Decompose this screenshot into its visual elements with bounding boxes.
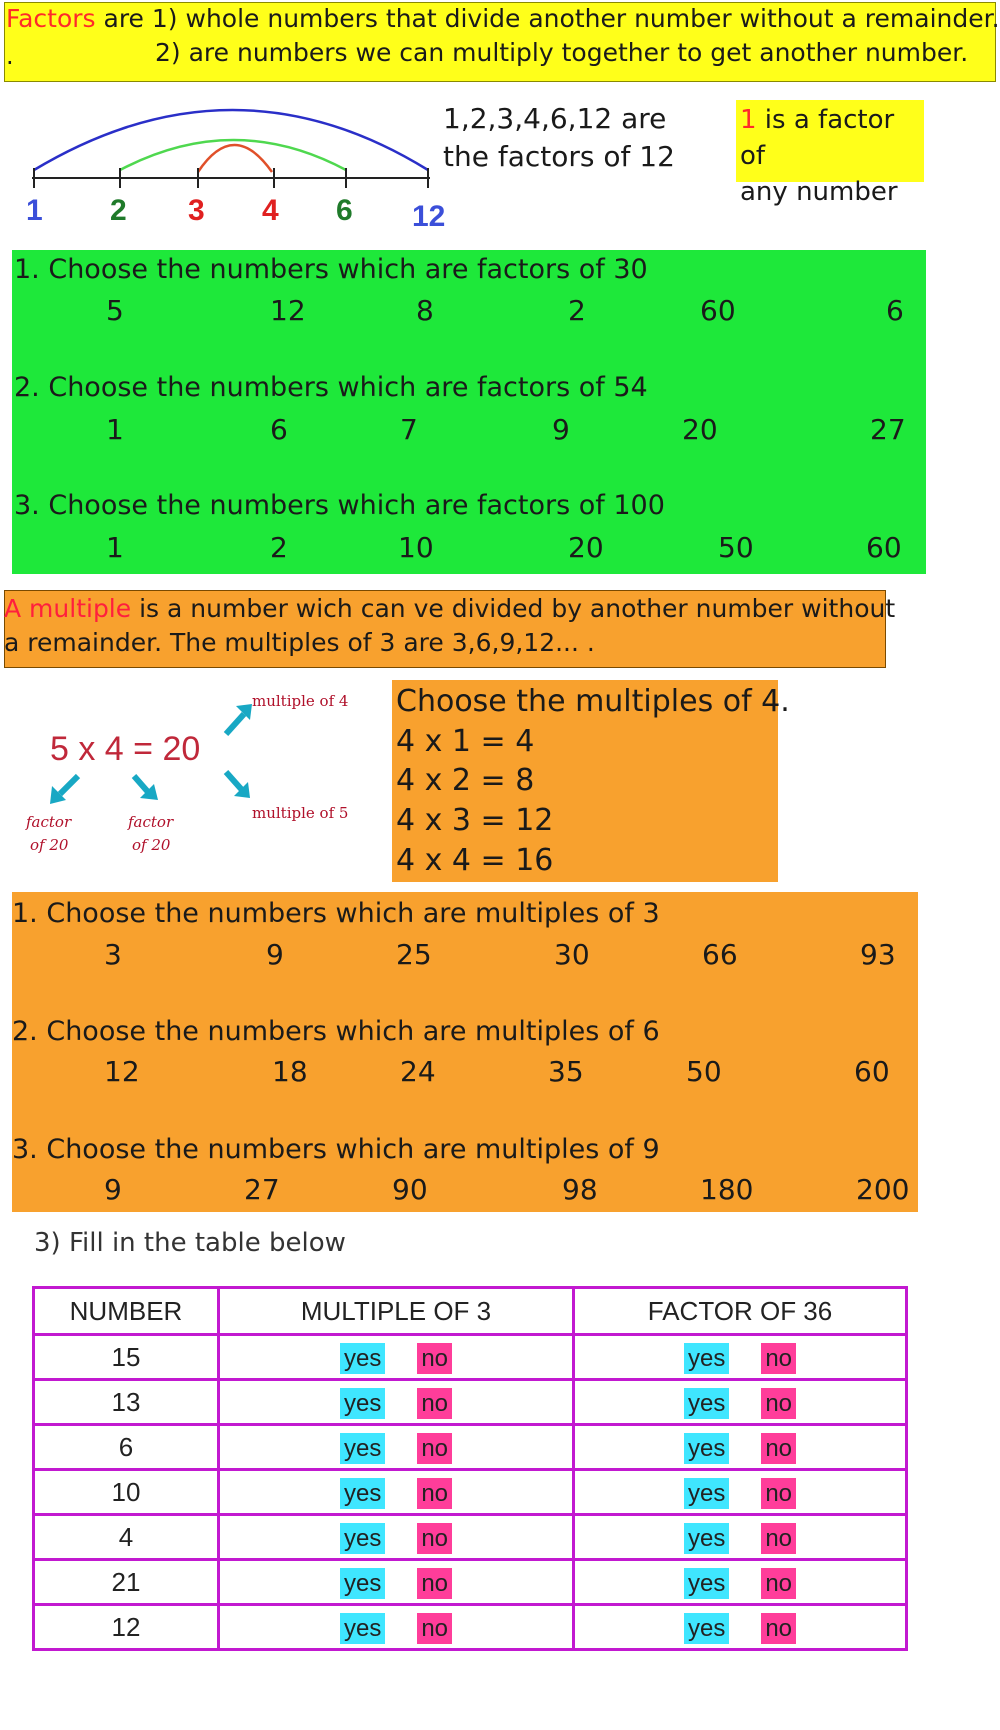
multiple-question-2-title: 2. Choose the numbers which are multiples of 6 (12, 1016, 660, 1047)
multiple-choice-cell (219, 1335, 574, 1380)
factors-definition-line1 (6, 4, 1000, 33)
table-row (34, 1425, 907, 1470)
yes-option[interactable]: yes (684, 1388, 729, 1419)
factor-q1-option[interactable]: 6 (886, 294, 904, 327)
label-1: 1 (26, 194, 43, 227)
no-option[interactable]: no (761, 1523, 796, 1554)
yes-option[interactable]: yes (340, 1433, 385, 1464)
multiples-of-4-eq: 4 x 4 = 16 (396, 843, 554, 878)
multiple-q1-option[interactable]: 9 (266, 938, 284, 971)
factor-q2-option[interactable]: 20 (682, 413, 718, 446)
multiple-question-3-title: 3. Choose the numbers which are multiples of 9 (12, 1134, 660, 1165)
yes-option[interactable]: yes (684, 1478, 729, 1509)
multiple-q1-option[interactable]: 30 (554, 938, 590, 971)
factor-q3-option[interactable]: 20 (568, 531, 604, 564)
factor-choice-cell (574, 1560, 907, 1605)
multiple-q1-option[interactable]: 3 (104, 938, 122, 971)
yes-option[interactable]: yes (684, 1433, 729, 1464)
no-option[interactable]: no (761, 1568, 796, 1599)
factor-q3-option[interactable]: 50 (718, 531, 754, 564)
multiple-question-1-title: 1. Choose the numbers which are multiples of 3 (12, 898, 660, 929)
factor-choice-cell (574, 1470, 907, 1515)
yes-option[interactable]: yes (684, 1568, 729, 1599)
diagram-multiple-of-4: multiple of 4 (252, 692, 349, 710)
multiple-q3-option[interactable]: 9 (104, 1173, 122, 1206)
label-3: 3 (188, 194, 205, 227)
factor-q1-option[interactable]: 5 (106, 294, 124, 327)
no-option[interactable]: no (417, 1613, 452, 1644)
no-option[interactable]: no (417, 1568, 452, 1599)
label-4: 4 (262, 194, 279, 227)
multiples-of-4-eq: 4 x 3 = 12 (396, 803, 554, 838)
table-row (34, 1515, 907, 1560)
multiple-q2-option[interactable]: 60 (854, 1055, 890, 1088)
factor-q3-option[interactable]: 2 (270, 531, 288, 564)
multiple-choice-cell (219, 1425, 574, 1470)
yes-option[interactable]: yes (340, 1613, 385, 1644)
factor-q3-option[interactable]: 1 (106, 531, 124, 564)
diagram-multiple-of-5: multiple of 5 (252, 804, 349, 822)
no-option[interactable]: no (761, 1433, 796, 1464)
note-rest: is a factor of (740, 105, 895, 171)
row-number: 21 (34, 1560, 219, 1605)
factor-choice-cell (574, 1605, 907, 1650)
multiple-q2-option[interactable]: 50 (686, 1055, 722, 1088)
factor-choice-cell (574, 1425, 907, 1470)
diagram-factor-right-1: factor (128, 813, 174, 831)
note-one: 1 (740, 105, 757, 135)
factor-choice-cell (574, 1515, 907, 1560)
multiple-q3-option[interactable]: 98 (562, 1173, 598, 1206)
header-factor-of-36: FACTOR OF 36 (574, 1288, 907, 1335)
multiple-choice-cell (219, 1470, 574, 1515)
factor-q2-option[interactable]: 27 (870, 413, 906, 446)
multiple-q2-option[interactable]: 24 (400, 1055, 436, 1088)
diagram-factor-left-1: factor (26, 813, 72, 831)
number-line-diagram (20, 90, 446, 240)
header-multiple-of-3: MULTIPLE OF 3 (219, 1288, 574, 1335)
no-option[interactable]: no (417, 1523, 452, 1554)
multiple-q2-option[interactable]: 35 (548, 1055, 584, 1088)
factor-q2-option[interactable]: 1 (106, 413, 124, 446)
label-6: 6 (336, 194, 353, 227)
yes-option[interactable]: yes (340, 1568, 385, 1599)
factor-choice-cell (574, 1380, 907, 1425)
factor-multiple-diagram (20, 682, 380, 862)
multiple-q3-option[interactable]: 180 (700, 1173, 754, 1206)
diagram-equation: 5 x 4 = 20 (50, 730, 201, 768)
no-option[interactable]: no (761, 1613, 796, 1644)
multiple-q2-option[interactable]: 18 (272, 1055, 308, 1088)
factor-q1-option[interactable]: 2 (568, 294, 586, 327)
multiple-word: A multiple (4, 594, 132, 623)
yes-option[interactable]: yes (684, 1343, 729, 1374)
table-row (34, 1560, 907, 1605)
arc-3-4 (198, 145, 272, 172)
factors-definition-line2: 2) are numbers we can multiply together to get another number. (155, 38, 969, 67)
yes-option[interactable]: yes (340, 1388, 385, 1419)
multiple-q1-option[interactable]: 25 (396, 938, 432, 971)
factor-q3-option[interactable]: 10 (398, 531, 434, 564)
no-option[interactable]: no (417, 1343, 452, 1374)
multiple-choice-cell (219, 1515, 574, 1560)
multiple-q1-option[interactable]: 66 (702, 938, 738, 971)
factor-q2-option[interactable]: 7 (400, 413, 418, 446)
yes-option[interactable]: yes (340, 1478, 385, 1509)
multiple-choice-cell (219, 1605, 574, 1650)
factor-question-2-title: 2. Choose the numbers which are factors of 54 (14, 372, 648, 403)
no-option[interactable]: no (417, 1478, 452, 1509)
label-12: 12 (412, 200, 446, 233)
multiple-choice-cell (219, 1380, 574, 1425)
multiple-q1-option[interactable]: 93 (860, 938, 896, 971)
factor-questions-panel (12, 250, 926, 574)
table-row (34, 1380, 907, 1425)
factor-q1-option[interactable]: 60 (700, 294, 736, 327)
factor-q1-option[interactable]: 12 (270, 294, 306, 327)
multiple-choice-cell (219, 1560, 574, 1605)
factors-def-text1: are 1) whole numbers that divide another number without a remainder. (95, 4, 1000, 33)
no-option[interactable]: no (417, 1388, 452, 1419)
fill-in-table (32, 1286, 908, 1651)
multiple-definition-line1 (4, 594, 895, 623)
multiple-q3-option[interactable]: 200 (856, 1173, 910, 1206)
yes-option[interactable]: yes (684, 1613, 729, 1644)
factors-of-12-line2: the factors of 12 (443, 140, 675, 173)
factor-choice-cell (574, 1335, 907, 1380)
row-number: 10 (34, 1470, 219, 1515)
definition-dot: . (6, 42, 14, 70)
no-option[interactable]: no (417, 1433, 452, 1464)
multiples-of-4-eq: 4 x 1 = 4 (396, 724, 535, 759)
table-row (34, 1470, 907, 1515)
yes-option[interactable]: yes (340, 1523, 385, 1554)
multiple-q3-option[interactable]: 90 (392, 1173, 428, 1206)
row-number: 15 (34, 1335, 219, 1380)
no-option[interactable]: no (761, 1343, 796, 1374)
note-line2: any number (740, 177, 898, 207)
row-number: 6 (34, 1425, 219, 1470)
diagram-factor-right-2: of 20 (132, 836, 171, 854)
factor-q2-option[interactable]: 6 (270, 413, 288, 446)
factors-word: Factors (6, 4, 96, 33)
header-number: NUMBER (34, 1288, 219, 1335)
yes-option[interactable]: yes (340, 1343, 385, 1374)
label-2: 2 (110, 194, 127, 227)
factor-q2-option[interactable]: 9 (552, 413, 570, 446)
table-row (34, 1605, 907, 1650)
table-title: 3) Fill in the table below (34, 1228, 346, 1258)
multiple-definition-line2: a remainder. The multiples of 3 are 3,6,9,12... . (4, 628, 595, 657)
multiple-def-text1: is a number wich can ve divided by another number without (131, 594, 896, 623)
factors-of-12-text (443, 100, 675, 176)
multiples-of-4-eq: 4 x 2 = 8 (396, 763, 535, 798)
factor-question-1-title: 1. Choose the numbers which are factors of 30 (14, 254, 648, 285)
no-option[interactable]: no (761, 1388, 796, 1419)
yes-option[interactable]: yes (684, 1523, 729, 1554)
factors-of-12-line1: 1,2,3,4,6,12 are (443, 102, 667, 135)
row-number: 12 (34, 1605, 219, 1650)
factor-q1-option[interactable]: 8 (416, 294, 434, 327)
factor-q3-option[interactable]: 60 (866, 531, 902, 564)
table-header-row (34, 1288, 907, 1335)
row-number: 4 (34, 1515, 219, 1560)
factor-question-3-title: 3. Choose the numbers which are factors of 100 (14, 490, 665, 521)
table-row (34, 1335, 907, 1380)
diagram-factor-left-2: of 20 (30, 836, 69, 854)
multiple-q3-option[interactable]: 27 (244, 1173, 280, 1206)
factor-note-box (736, 100, 924, 207)
row-number: 13 (34, 1380, 219, 1425)
no-option[interactable]: no (761, 1478, 796, 1509)
multiple-q2-option[interactable]: 12 (104, 1055, 140, 1088)
multiples-of-4-title: Choose the multiples of 4. (396, 684, 790, 719)
